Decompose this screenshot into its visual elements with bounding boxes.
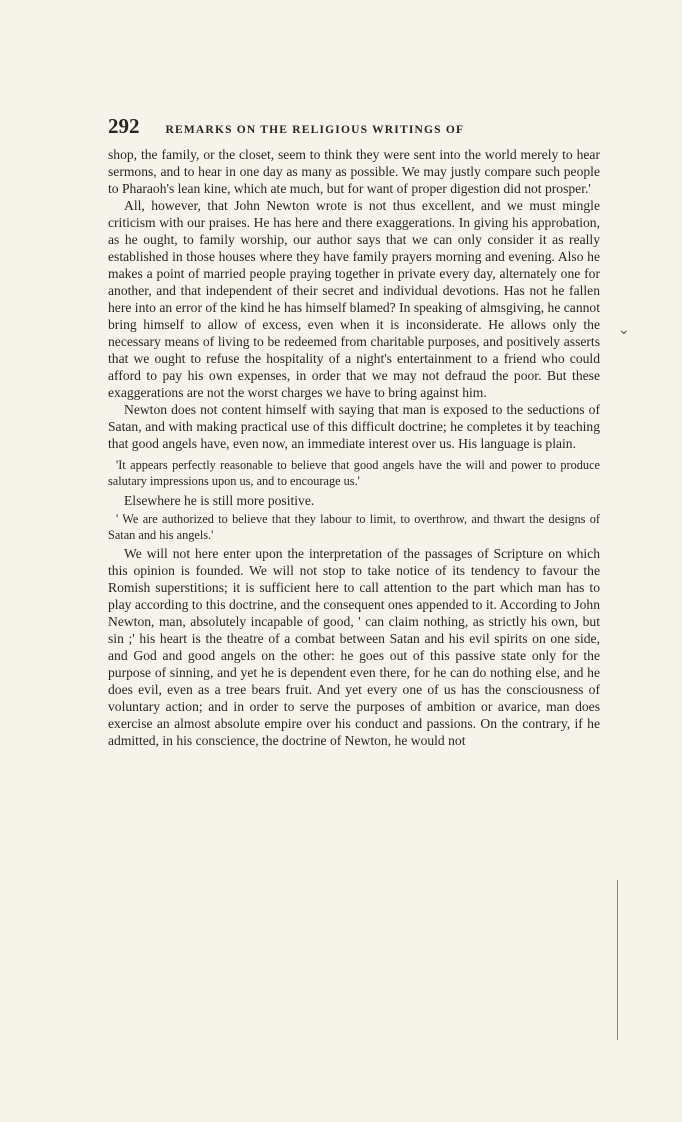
paragraph-elsewhere: Elsewhere he is still more positive. [124, 492, 315, 508]
running-head: REMARKS ON THE RELIGIOUS WRITINGS OF [165, 124, 465, 136]
margin-tick-mark: ⌄ [618, 323, 630, 338]
paragraph-satan-doctrine: Newton does not content himself with saying that man is exposed to the seductions of Satan, and with making practical use of this difficult doctrine; he completes it by teaching that good angels have, even now, an immediate interest over us. His language is plain. [108, 402, 600, 451]
paragraph-newton-exaggerations: All, however, that John Newton wrote is not thus excellent, and we must mingle criticism with our praises. He has here and there exaggerations. In giving his approbation, as he ought, to family worship, our author says that we can only consider it as really established in those houses where they have family prayers morning and evening. Also he makes a point of married people praying together in private every day, alternately one for another, and that independent of their secret and individual devotions. Has not he fallen here into an error of the kind he has himself blamed? In speaking of almsgiving, he cannot bring himself to allow of excess, even when it is inconsiderate. He allows only the necessary means of living to be redeemed from charitable purposes, and positively asserts that we ought to refuse the hospitality of a night's entertainment to a friend who could afford to pay his own expenses, in order that we may not defraud the poor. But these exaggerations are not the worst charges we have to bring against him. [108, 198, 600, 400]
paragraph-continuation: shop, the family, or the closet, seem to think they were sent into the world merely to hear sermons, and to hear in one day as many as possible. We may justly compare such people to Pharaoh's lean kine, which ate much, but for want of proper digestion did not prosper.' [108, 147, 600, 196]
margin-ruling-line [617, 880, 618, 1040]
quote-authorized: ' We are authorized to believe that they labour to limit, to overthrow, and thwart the designs of Satan and his angels.' [108, 511, 600, 542]
quote-good-angels: 'It appears perfectly reasonable to believe that good angels have the will and power to produce salutary impressions upon us, and to encourage us.' [108, 458, 600, 489]
page-number: 292 [108, 114, 140, 138]
paragraph-interpretation: We will not here enter upon the interpretation of the passages of Scripture on which this opinion is founded. We will not stop to take notice of its tendency to favour the Romish superstitions; it is sufficient here to call attention to the part which man has to play according to this doctrine, and the consequent ones appended to it. According to John Newton, man, absolutely incapable of good, ' can claim nothing, as strictly his own, but sin ;' his heart is the theatre of a combat between Satan and his evil spirits on one side, and God and good angels on the other: he goes out of this passive state only for the purpose of sinning, and yet he is dependent even there, for he can do nothing else, and he does evil, even as a tree bears fruit. And yet every one of us has the consciousness of voluntary action; and in order to serve the purposes of ambition or avarice, man does exercise an almost absolute empire over his conduct and passions. On the contrary, if he admitted, in his conscience, the doctrine of Newton, he would not [108, 546, 600, 749]
page-body [108, 146, 600, 749]
page-header [108, 114, 600, 138]
